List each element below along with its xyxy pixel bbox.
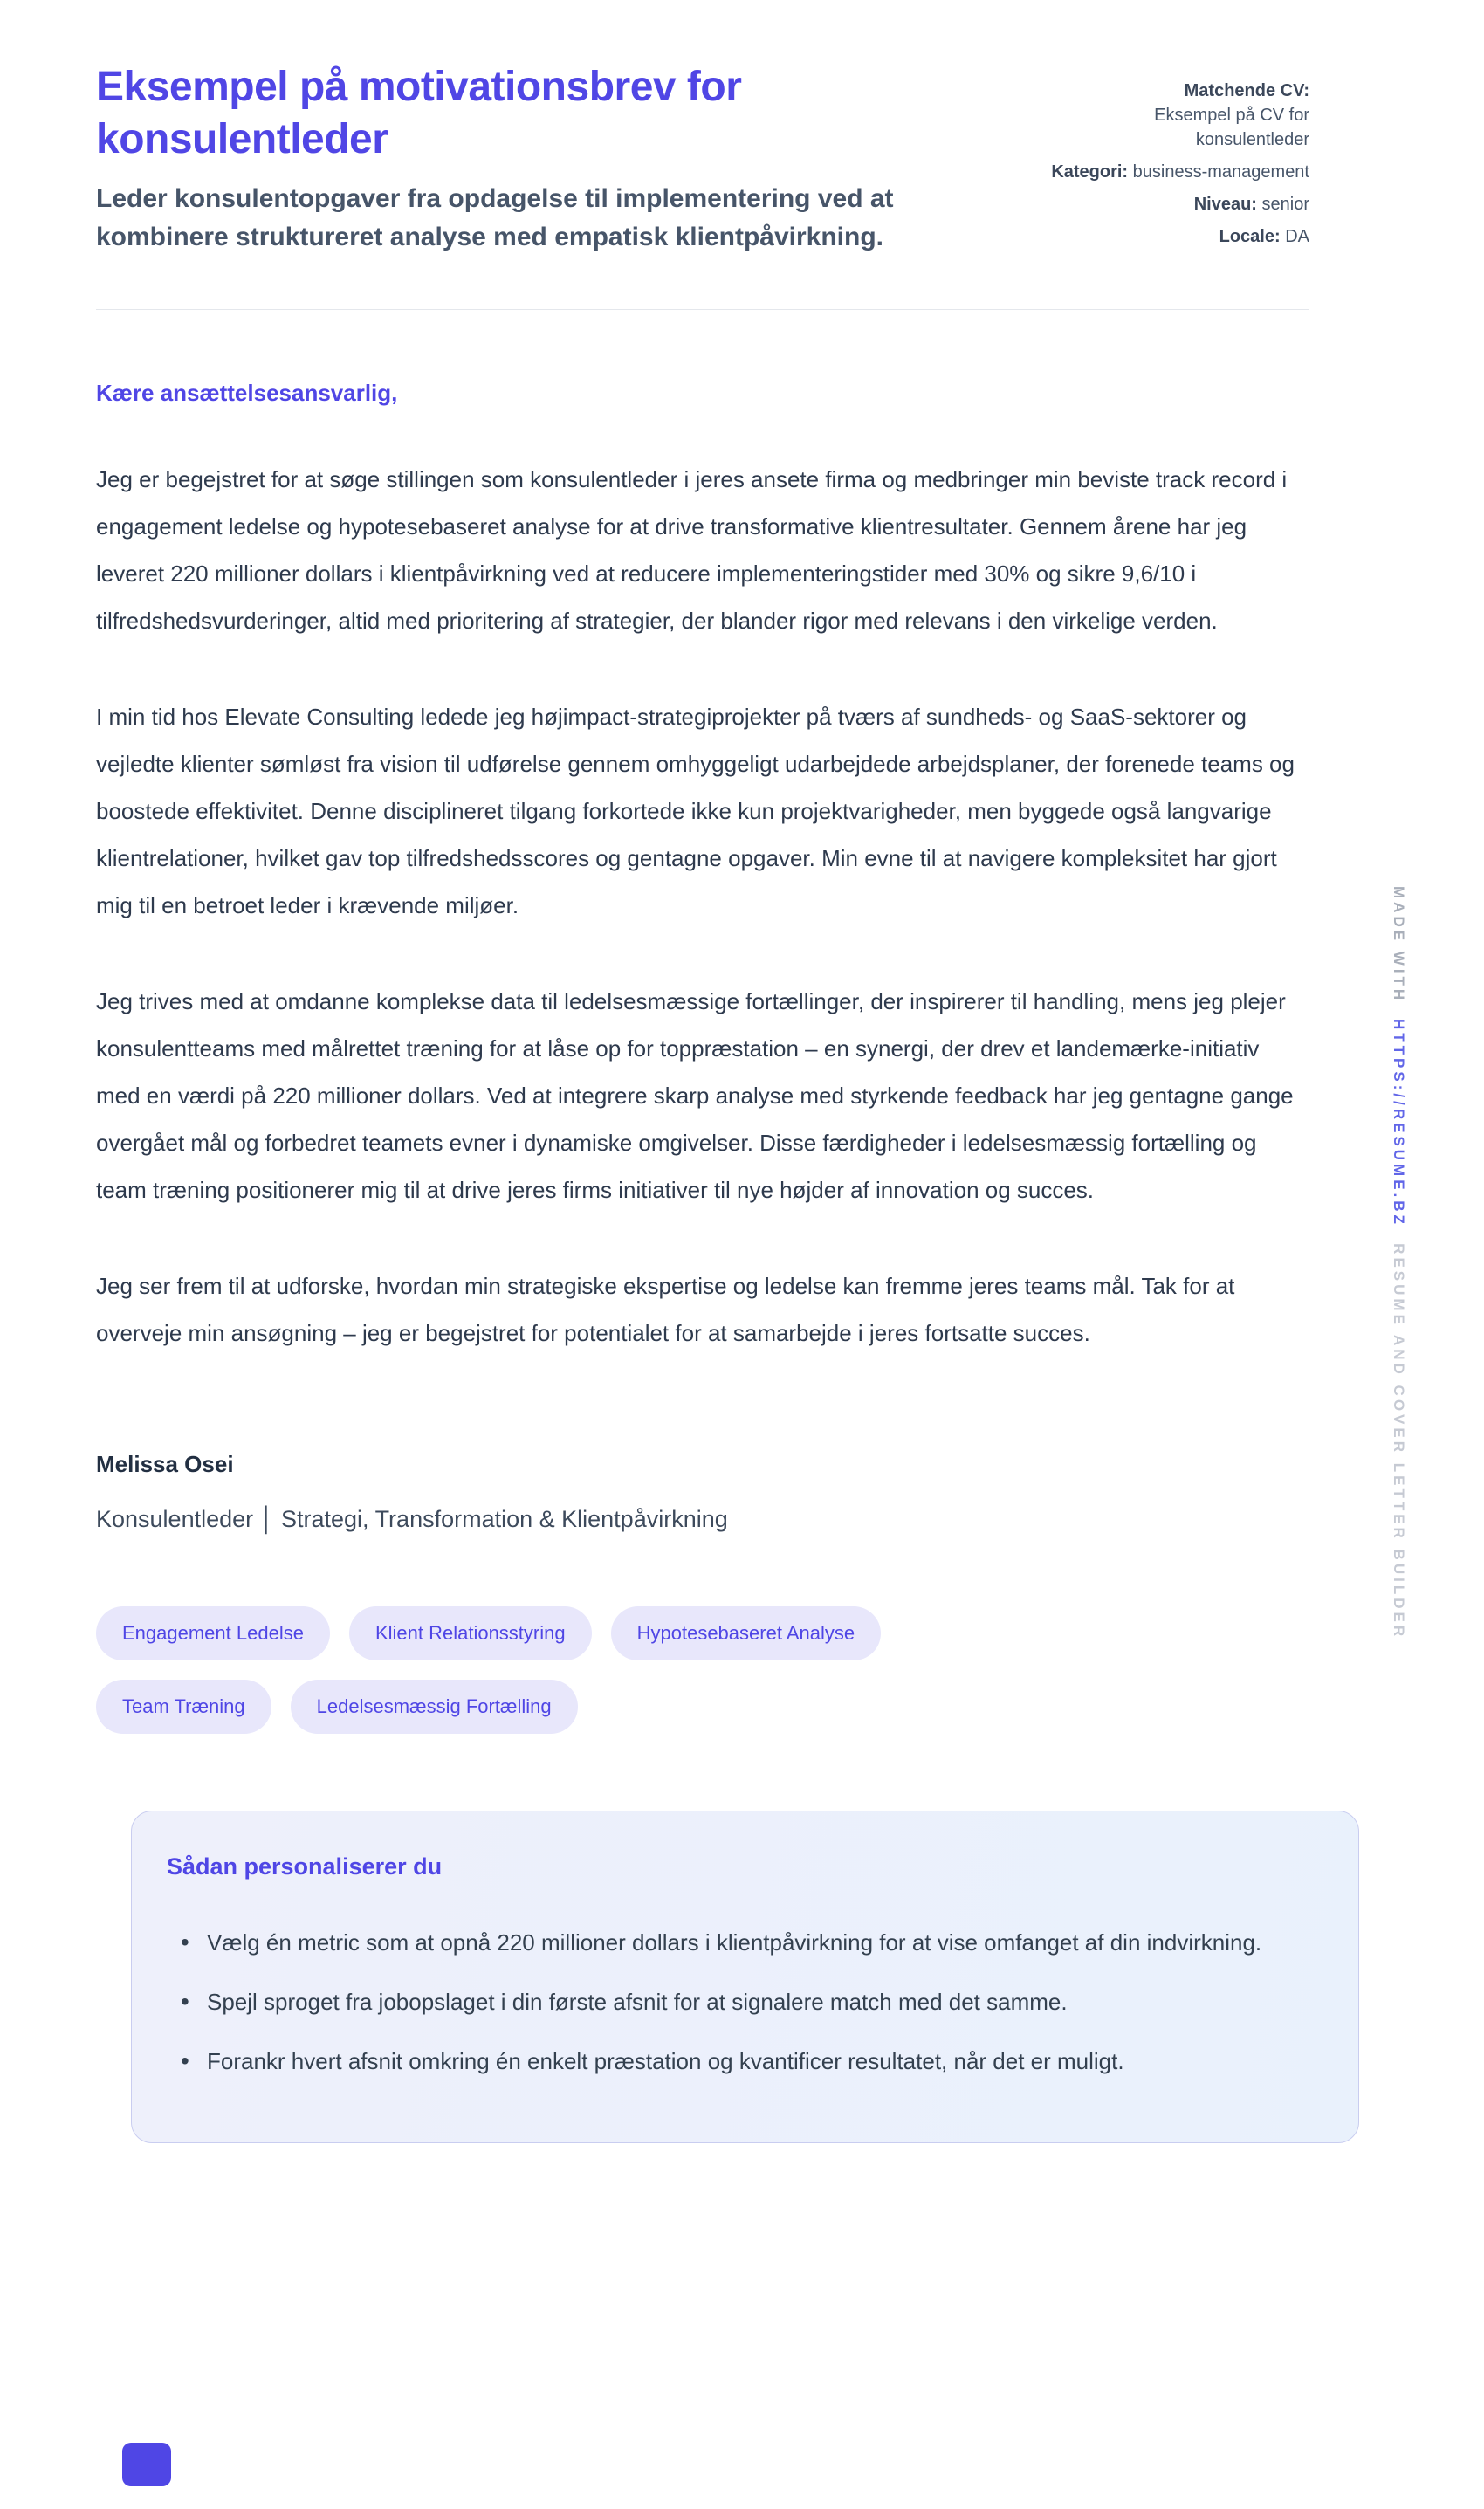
meta-label: Kategori: xyxy=(1051,162,1133,182)
made-with-watermark xyxy=(1390,886,1407,1639)
meta-category xyxy=(1048,160,1309,184)
tips-list xyxy=(167,1919,1318,2085)
letter-paragraph: Jeg trives med at omdanne komplekse data til ledelsesmæssige fortællinger, der inspirerer til handling, mens jeg plejer konsulentteams med målrettet træning for at låse op for toppræstation – en synergi, der drev et landemærke-initiativ med en værdi på 220 millioner dollars. Ved at integrere skarp analyse med styrkende feedback har jeg gentagne gange overgået mål og forbedret teamets evner i dynamiske omgivelser. Disse færdigheder i ledelsesmæssig fortælling og team træning positionerer mig til at drive jeres firms initiativer til nye højder af innovation og succes. xyxy=(96,988,1294,1203)
page-title: Eksempel på motivationsbrev for konsulentleder xyxy=(96,64,742,162)
header-divider xyxy=(96,309,1309,310)
tip-item: • Vælg én metric som at opnå 220 millioner dollars i klientpåvirkning for at vise omfanget af din indvirkning. xyxy=(167,1919,1318,1966)
meta-locale xyxy=(1048,224,1309,249)
meta-value: senior xyxy=(1261,195,1309,214)
header xyxy=(96,61,1309,257)
skill-tag: Team Træning xyxy=(96,1680,271,1734)
page-container xyxy=(96,0,1309,2143)
watermark-link[interactable]: HTTPS://RESUME.BZ xyxy=(1391,1019,1407,1228)
letter-greeting: Kære ansættelsesansvarlig, xyxy=(96,380,398,406)
page-subtitle: Leder konsulentopgaver fra opdagelse til implementering ved at kombinere struktureret analyse med empatisk klientpåvirkning. xyxy=(96,184,894,251)
signature-role: Konsulentleder │ Strategi, Transformation & Klientpåvirkning xyxy=(96,1506,728,1532)
skill-tag: Engagement Ledelse xyxy=(96,1606,330,1660)
meta-block xyxy=(1048,79,1309,257)
meta-label: Niveau: xyxy=(1193,195,1262,214)
skill-tag: Hypotesebaseret Analyse xyxy=(611,1606,882,1660)
letter-paragraph: Jeg ser frem til at udforske, hvordan min strategiske ekspertise og ledelse kan fremme jeres teams mål. Tak for at overveje min ansøgning – jeg er begejstret for potentialet for at samarbejde i jeres fortsatte succes. xyxy=(96,1273,1235,1346)
tip-item: • Forankr hvert afsnit omkring én enkelt præstation og kvantificer resultatet, når det er muligt. xyxy=(167,2038,1318,2085)
watermark-suffix: RESUME AND COVER LETTER BUILDER xyxy=(1391,1243,1407,1640)
meta-level xyxy=(1048,192,1309,217)
meta-label: Matchende CV: xyxy=(1184,81,1309,100)
header-titles xyxy=(96,61,986,257)
meta-label: Locale: xyxy=(1219,227,1286,246)
tips-title: Sådan personaliserer du xyxy=(167,1853,443,1880)
meta-value: DA xyxy=(1285,227,1309,246)
skill-tag: Ledelsesmæssig Fortælling xyxy=(291,1680,578,1734)
meta-value: Eksempel på CV for konsulentleder xyxy=(1154,106,1309,149)
tip-item: • Spejl sproget fra jobopslaget i din første afsnit for at signalere match med det samme. xyxy=(167,1978,1318,2025)
watermark-prefix: MADE WITH xyxy=(1391,886,1407,1004)
personalization-tips-panel xyxy=(131,1811,1359,2143)
letter-paragraph: I min tid hos Elevate Consulting ledede jeg højimpact-strategiprojekter på tværs af sundheds- og SaaS-sektorer og vejledte klienter sømløst fra vision til udførelse gennem omhyggeligt udarbejdede arbejdsplaner, der forenede teams og boostede effektivitet. Denne disciplineret tilgang forkortede ikke kun projektvarigheder, men byggede også langvarige klientrelationer, hvilket gav top tilfredshedsscores og gentagne opgaver. Min evne til at navigere kompleksitet har gjort mig til en betroet leder i krævende miljøer. xyxy=(96,704,1295,918)
skill-tags xyxy=(96,1606,1056,1734)
letter-paragraph: Jeg er begejstret for at søge stillingen som konsulentleder i jeres ansete firma og medbringer min beviste track record i engagement ledelse og hypotesebaseret analyse for at drive transformative klientresultater. Gennem årene har jeg leveret 220 millioner dollars i klientpåvirkning ved at reducere implementeringstider med 30% og sikre 9,6/10 i tilfredshedsvurderinger, altid med prioritering af strategier, der blander rigor med relevans i den virkelige verden. xyxy=(96,466,1288,634)
footer-accent[interactable] xyxy=(122,2443,171,2486)
meta-matching-cv xyxy=(1048,79,1309,152)
skill-tag: Klient Relationsstyring xyxy=(349,1606,592,1660)
signature-name: Melissa Osei xyxy=(96,1451,234,1477)
meta-value: business-management xyxy=(1132,162,1309,182)
